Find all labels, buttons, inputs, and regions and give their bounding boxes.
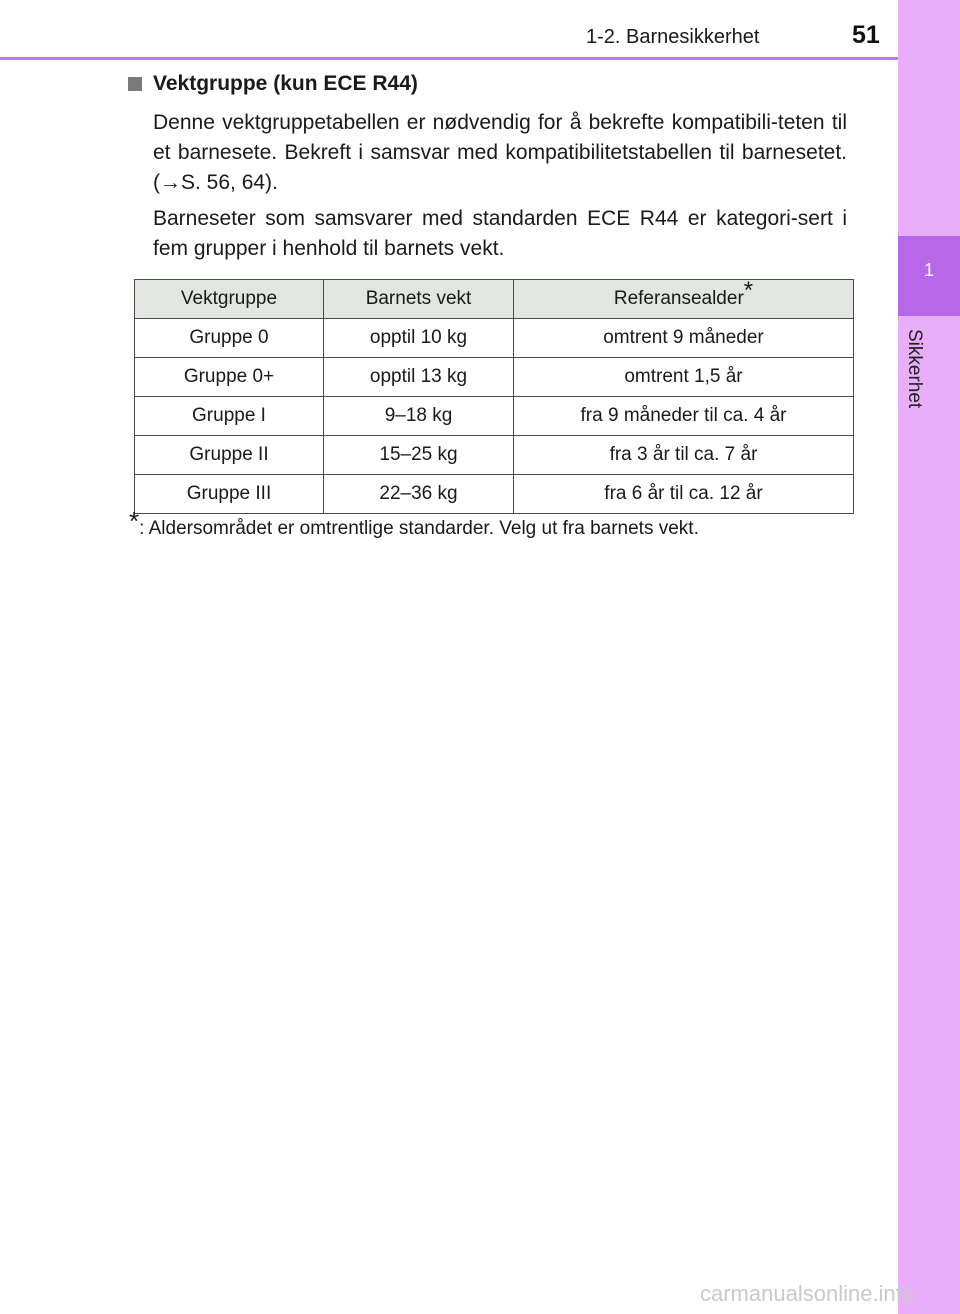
section-heading: Vektgruppe (kun ECE R44) [153, 72, 418, 95]
footnote-asterisk: * [129, 506, 140, 536]
chapter-label: Sikkerhet [904, 329, 925, 409]
header-weight-group: Vektgruppe [135, 280, 324, 319]
header-rule [0, 57, 898, 60]
cell-group: Gruppe 0+ [135, 358, 324, 397]
table-row [135, 319, 854, 358]
cell-weight: 15–25 kg [324, 436, 514, 475]
table-row [135, 475, 854, 514]
cell-age: fra 3 år til ca. 7 år [514, 436, 854, 475]
paragraph-groups: Barneseter som samsvarer med standarden ECE R44 er kategori-sert i fem grupper i henhold til barnets vekt. [153, 207, 847, 260]
header-reference-age [514, 277, 854, 319]
chapter-number: 1 [923, 260, 934, 280]
cell-age: omtrent 9 måneder [514, 319, 854, 358]
cell-weight: 22–36 kg [324, 475, 514, 514]
cell-weight: 9–18 kg [324, 397, 514, 436]
side-band [898, 0, 960, 1314]
cell-group: Gruppe III [135, 475, 324, 514]
table-row [135, 397, 854, 436]
header-child-weight: Barnets vekt [324, 280, 514, 319]
header-reference-age-label: Referansealder [613, 288, 744, 309]
footnote [129, 506, 699, 540]
page-number: 51 [852, 21, 880, 49]
cell-age: fra 6 år til ca. 12 år [514, 475, 854, 514]
footnote-text: : Aldersområdet er omtrentlige standarder. Velg ut fra barnets vekt. [139, 518, 699, 539]
cell-age: fra 9 måneder til ca. 4 år [514, 397, 854, 436]
table-header-row [135, 280, 854, 319]
section-title: 1-2. Barnesikkerhet [586, 26, 760, 48]
table-row [135, 358, 854, 397]
cell-weight: opptil 13 kg [324, 358, 514, 397]
asterisk-mark: * [743, 277, 754, 304]
square-bullet-icon [128, 77, 142, 91]
watermark: carmanualsonline.info [700, 1281, 915, 1306]
weight-group-table [134, 279, 854, 514]
chapter-tab[interactable] [898, 236, 960, 316]
cell-group: Gruppe II [135, 436, 324, 475]
table-row [135, 436, 854, 475]
cell-weight: opptil 10 kg [324, 319, 514, 358]
paragraph-compatibility: Denne vektgruppetabellen er nødvendig for å bekrefte kompatibili-teten til et barnesete. Bekreft i samsvar med kompatibilitetstabellen til barnesetet. (→S. 56, 64). [153, 111, 847, 194]
cell-age: omtrent 1,5 år [514, 358, 854, 397]
cell-group: Gruppe 0 [135, 319, 324, 358]
cell-group: Gruppe I [135, 397, 324, 436]
